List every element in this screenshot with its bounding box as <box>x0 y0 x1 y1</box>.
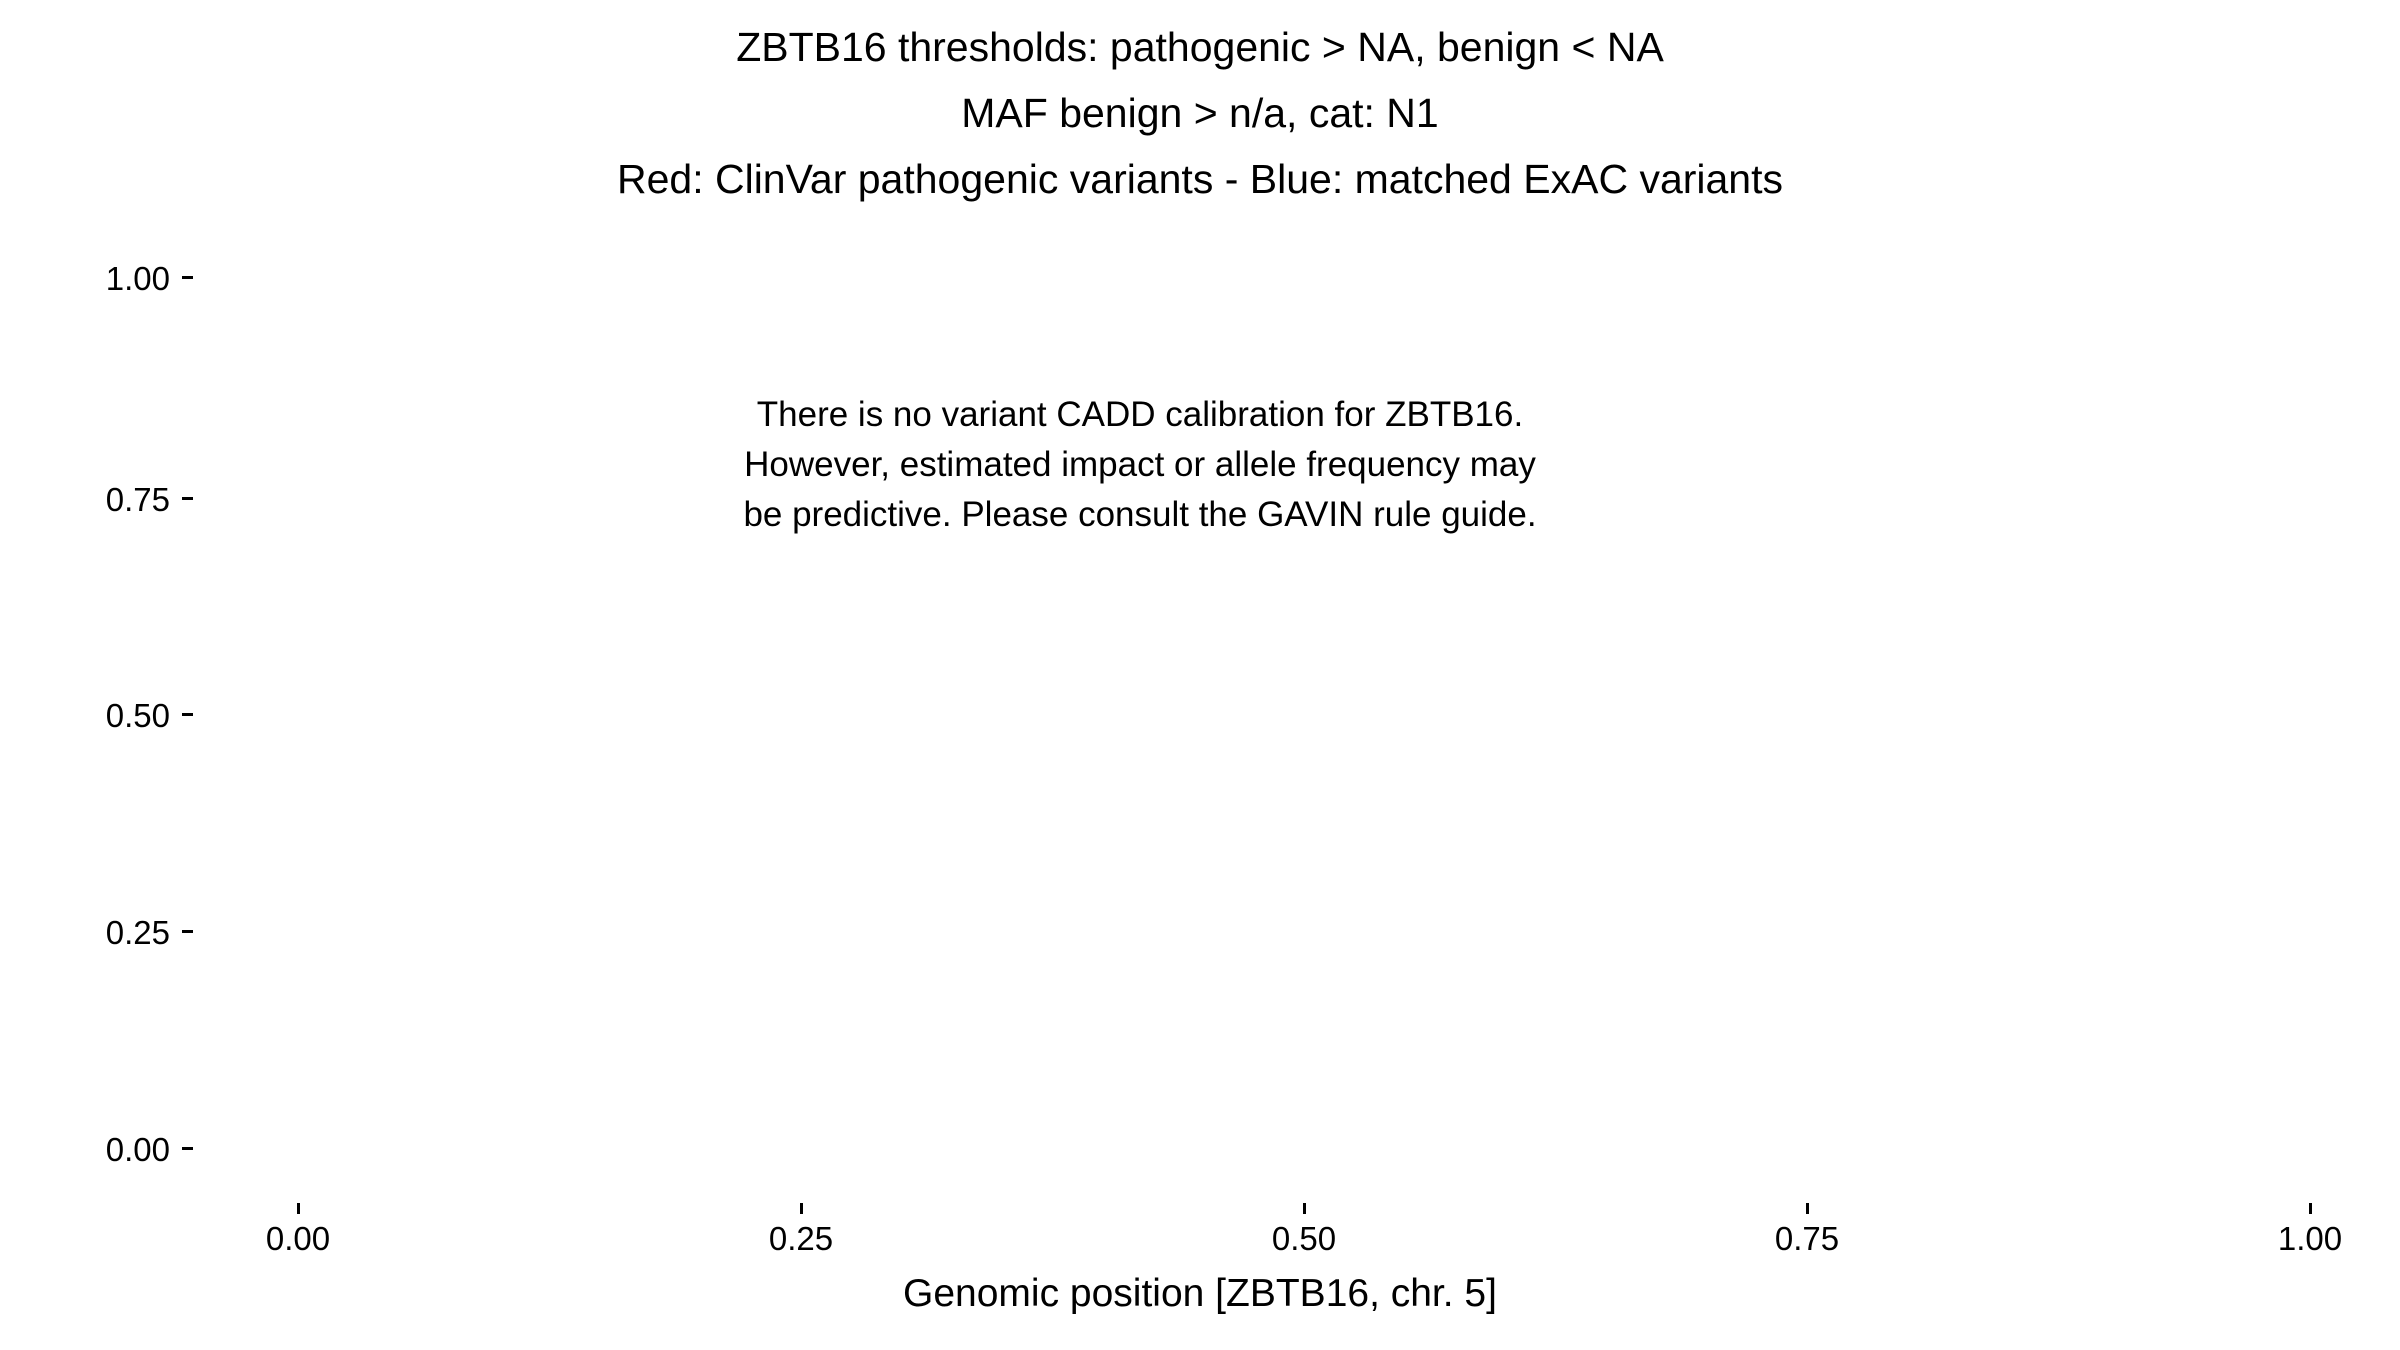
annotation-line-3: be predictive. Please consult the GAVIN rule guide. <box>743 495 1537 534</box>
x-tick-label-0.25: 0.25 <box>768 1220 834 1257</box>
annotation-line-1: There is no variant CADD calibration for ZBTB16. <box>756 395 1524 434</box>
plot-panel <box>200 250 2355 1195</box>
annotation-line-2: However, estimated impact or allele frequency may <box>744 445 1536 484</box>
x-tick-label-0.50: 0.50 <box>1271 1220 1337 1257</box>
x-tick-mark-1.00 <box>2309 1203 2312 1214</box>
x-tick-label-0.00: 0.00 <box>265 1220 331 1257</box>
chart-title-line-1: ZBTB16 thresholds: pathogenic > NA, benign < NA <box>736 24 1664 70</box>
y-tick-label-0.00: 0.00 <box>105 1131 170 1168</box>
y-tick-label-0.25: 0.25 <box>105 914 170 951</box>
x-tick-mark-0.25 <box>800 1203 803 1214</box>
no-calibration-annotation <box>580 390 1700 540</box>
y-tick-mark-0.00 <box>182 1147 193 1150</box>
y-tick-mark-0.25 <box>182 930 193 933</box>
y-tick-label-0.75: 0.75 <box>105 481 170 518</box>
chart-title <box>0 14 2400 212</box>
y-tick-mark-0.50 <box>182 713 193 716</box>
y-tick-label-1.00: 1.00 <box>105 260 170 297</box>
y-tick-label-0.50: 0.50 <box>105 697 170 734</box>
chart-title-line-2: MAF benign > n/a, cat: N1 <box>961 90 1439 136</box>
x-tick-mark-0.75 <box>1806 1203 1809 1214</box>
y-tick-mark-0.75 <box>182 497 193 500</box>
x-tick-label-1.00: 1.00 <box>2277 1220 2343 1257</box>
chart-title-line-3: Red: ClinVar pathogenic variants - Blue: matched ExAC variants <box>616 156 1784 202</box>
x-tick-mark-0.50 <box>1303 1203 1306 1214</box>
y-tick-mark-1.00 <box>182 276 193 279</box>
x-tick-mark-0.00 <box>297 1203 300 1214</box>
x-axis-title: Genomic position [ZBTB16, chr. 5] <box>903 1272 1497 1315</box>
x-tick-label-0.75: 0.75 <box>1774 1220 1840 1257</box>
